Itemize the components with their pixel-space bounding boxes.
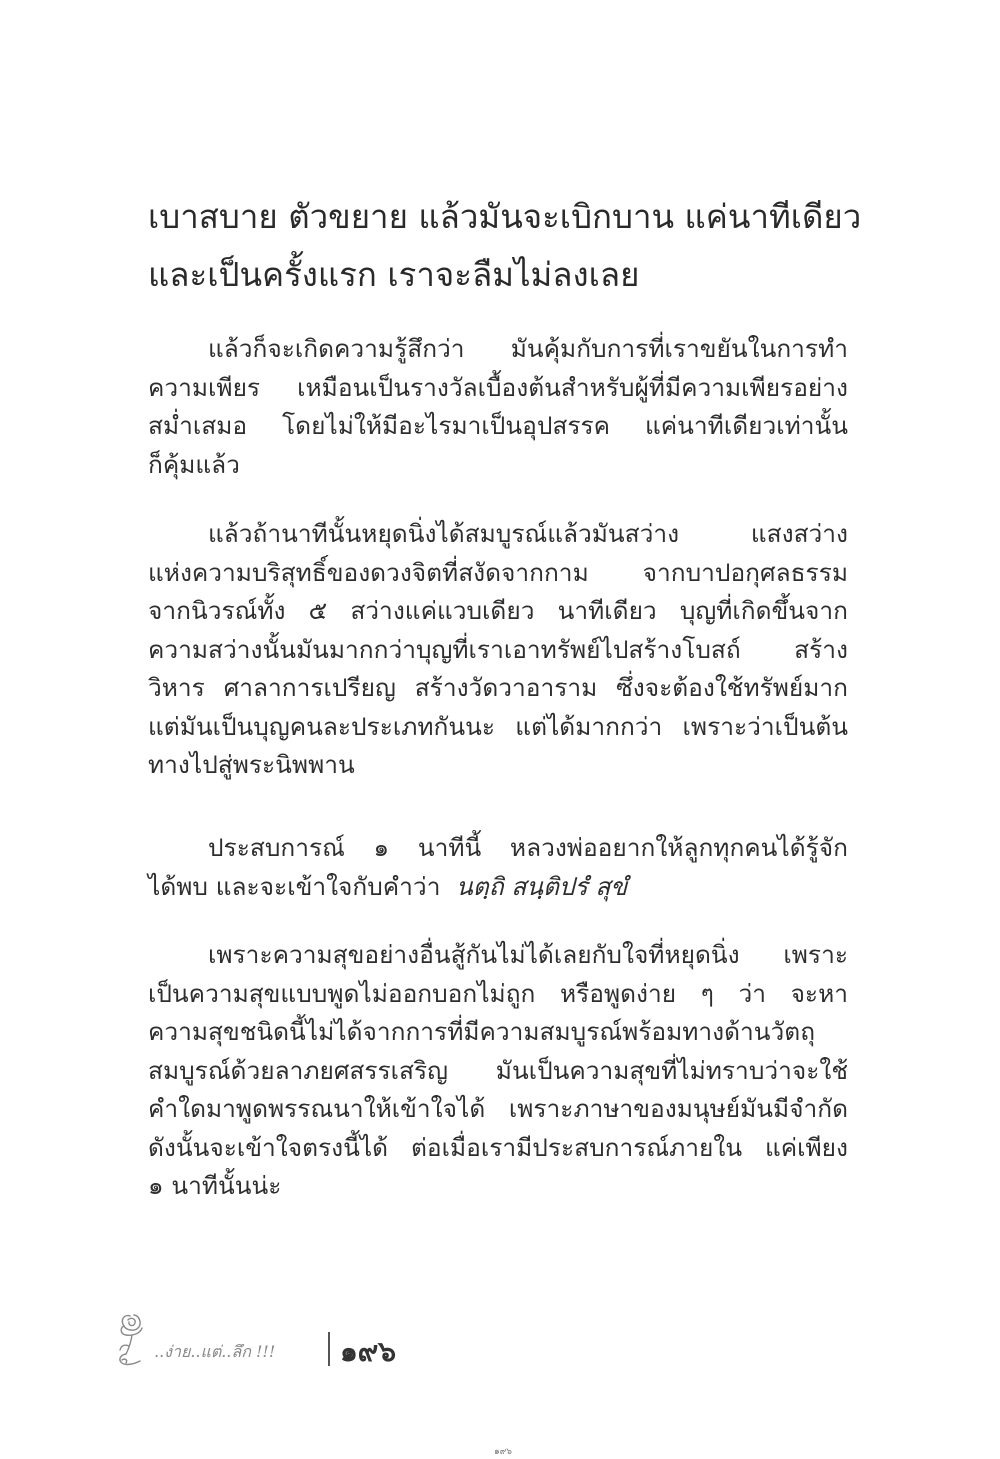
paragraph-line: ความสว่างนั้นมันมากกว่าบุญที่เราเอาทรัพย์ไปสร้างโบสถ์ สร้าง xyxy=(148,634,848,664)
paragraph-line: แห่งความบริสุทธิ์ของดวงจิตที่สงัดจากกาม จากบาปอกุศลธรรม xyxy=(148,557,848,587)
section-heading xyxy=(148,188,862,304)
printer-mark: ๑๙๖ xyxy=(494,1447,513,1457)
heading-line: และเป็นครั้งแรก เราจะลืมไม่ลงเลย xyxy=(148,255,640,294)
paragraph-line: แล้วก็จะเกิดความรู้สึกว่า มันคุ้มกับการที่เราขยันในการทำ xyxy=(208,334,848,363)
rose-icon xyxy=(112,1308,160,1372)
paragraph-line: วิหาร ศาลาการเปรียญ สร้างวัดวาอาราม ซึ่งจะต้องใช้ทรัพย์มาก xyxy=(148,673,848,702)
pali-phrase: นตฺถิ สนฺติปรํ สุขํ xyxy=(456,871,628,901)
paragraph-line: ความสุขชนิดนี้ไม่ได้จากการที่มีความสมบูรณ์พร้อมทางด้านวัตถุ xyxy=(148,1017,816,1046)
paragraph-line xyxy=(148,868,848,907)
paragraph-line: เพราะความสุขอย่างอื่นสู้กันไม่ได้เลยกับใจที่หยุดนิ่ง เพราะ xyxy=(208,940,848,969)
paragraph xyxy=(148,515,848,785)
series-title: ..ง่าย..แต่..ลึก !!! xyxy=(154,1342,276,1361)
paragraph-line: ประสบการณ์ ๑ นาทีนี้ หลวงพ่ออยากให้ลูกทุกคนได้รู้จัก xyxy=(208,833,848,862)
heading-line: เบาสบาย ตัวขยาย แล้วมันจะเบิกบาน แค่นาทีเดียว xyxy=(148,197,862,236)
paragraph-text: ได้พบ และจะเข้าใจกับคำว่า xyxy=(148,871,441,901)
paragraph-line: คำใดมาพูดพรรณนาให้เข้าใจได้ เพราะภาษาของมนุษย์มันมีจำกัด xyxy=(148,1094,848,1123)
paragraph-line: ๑ นาทีนั้นน่ะ xyxy=(148,1171,282,1200)
paragraph xyxy=(148,936,848,1206)
paragraph xyxy=(148,829,848,906)
paragraph-line: ทางไปสู่พระนิพพาน xyxy=(148,750,355,779)
paragraph-line: แล้วถ้านาทีนั้นหยุดนิ่งได้สมบูรณ์แล้วมันสว่าง แสงสว่าง xyxy=(208,519,848,548)
paragraph-line: ความเพียร เหมือนเป็นรางวัลเบื้องต้นสำหรับผู้ที่มีความเพียรอย่าง xyxy=(148,372,848,402)
paragraph-line: สมบูรณ์ด้วยลาภยศสรรเสริญ มันเป็นความสุขที่ไม่ทราบว่าจะใช้ xyxy=(148,1055,848,1085)
paragraph-line: จากนิวรณ์ทั้ง ๕ สว่างแค่แวบเดียว นาทีเดียว บุญที่เกิดขึ้นจาก xyxy=(148,596,848,625)
page-number: ๑๙๖ xyxy=(340,1335,397,1368)
paragraph-line: ดังนั้นจะเข้าใจตรงนี้ได้ ต่อเมื่อเรามีประสบการณ์ภายใน แค่เพียง xyxy=(148,1132,848,1162)
paragraph-line: แต่มันเป็นบุญคนละประเภทกันนะ แต่ได้มากกว่า เพราะว่าเป็นต้น xyxy=(148,711,848,741)
paragraph xyxy=(148,330,848,484)
footer-divider xyxy=(328,1332,330,1366)
page-footer xyxy=(112,1308,432,1368)
paragraph-line: ก็คุ้มแล้ว xyxy=(148,449,240,479)
paragraph-line: สม่ำเสมอ โดยไม่ให้มีอะไรมาเป็นอุปสรรค แค่นาทีเดียวเท่านั้น xyxy=(148,411,848,440)
paragraph-line: เป็นความสุขแบบพูดไม่ออกบอกไม่ถูก หรือพูดง่าย ๆ ว่า จะหา xyxy=(148,978,848,1008)
